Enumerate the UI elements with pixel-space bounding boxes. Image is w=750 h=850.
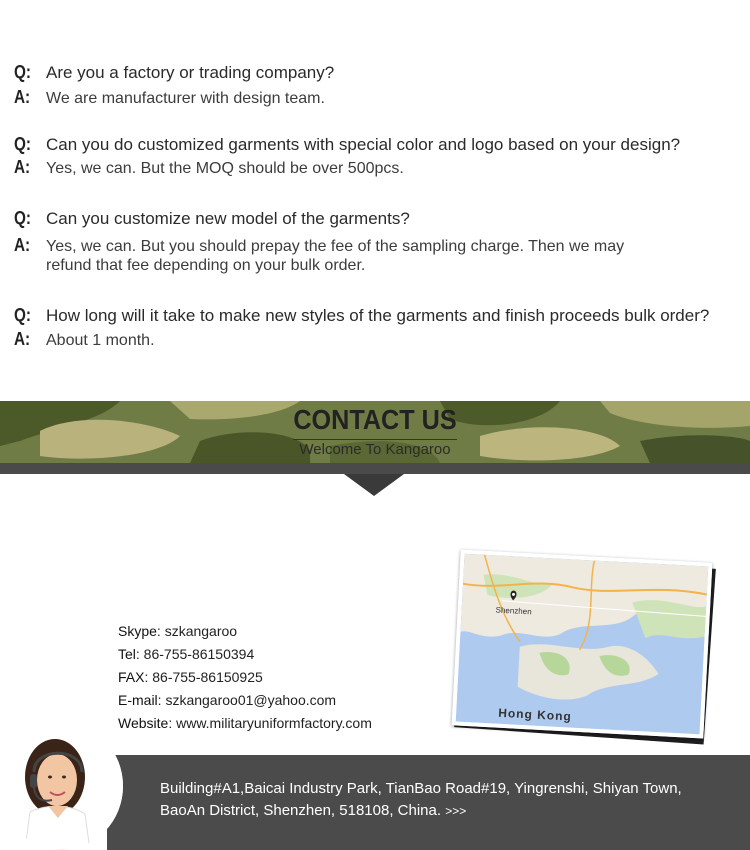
location-map[interactable] <box>446 548 712 736</box>
map-label-shenzhen: Shenzhen <box>495 605 532 617</box>
more-link[interactable]: >>> <box>445 804 467 818</box>
question-tag: Q: <box>14 208 31 228</box>
tel-row <box>118 645 372 668</box>
avatar <box>0 722 123 850</box>
faq-answer: Yes, we can. But the MOQ should be over 500pcs. <box>46 160 404 177</box>
answer-tag: A: <box>14 235 31 255</box>
website-row <box>118 714 372 737</box>
banner-bottom-bar <box>0 463 750 474</box>
question-tag: Q: <box>14 305 31 325</box>
detail-key: Tel <box>118 646 136 662</box>
detail-key: Skype <box>118 623 157 639</box>
contact-subtitle: Welcome To Kangaroo <box>299 441 451 458</box>
tel-value: : 86-755-86150394 <box>135 646 255 662</box>
answer-tag: A: <box>14 157 31 177</box>
contact-title: CONTACT US <box>293 404 457 435</box>
faq-question: How long will it take to make new styles of the garments and finish proceeds bulk order? <box>46 306 710 325</box>
faq-question: Can you customize new model of the garments? <box>46 209 410 228</box>
fax-value: : 86-755-86150925 <box>144 669 263 685</box>
down-arrow-icon <box>344 474 404 496</box>
address-text: Building#A1,Baicai Industry Park, TianBao Road#19, Yingrenshi, Shiyan Town, BaoAn District, Shenzhen, 518108, China. <box>160 780 682 819</box>
skype-value[interactable]: : szkangaroo <box>156 623 238 639</box>
divider <box>293 439 457 440</box>
answer-tag: A: <box>14 87 31 107</box>
detail-key: FAX <box>118 669 145 685</box>
email-row <box>118 691 372 714</box>
footer-address <box>160 778 720 822</box>
faq-answer: Yes, we can. But you should prepay the fee of the sampling charge. Then we may refund that fee depending on your bulk order. <box>46 238 625 274</box>
detail-key: Website <box>118 715 169 731</box>
faq-question: Are you a factory or trading company? <box>46 63 335 82</box>
skype-row <box>118 622 372 645</box>
support-agent-avatar <box>0 722 123 850</box>
question-tag: Q: <box>14 134 31 154</box>
fax-row <box>118 668 372 691</box>
faq-item <box>14 208 744 305</box>
faq-item <box>14 134 744 208</box>
website-link[interactable]: : www.militaryuniformfactory.com <box>168 715 372 731</box>
contact-details <box>118 622 372 737</box>
faq-question: Can you do customized garments with special color and logo based on your design? <box>46 135 681 154</box>
email-link[interactable]: : szkangaroo01@yahoo.com <box>157 692 337 708</box>
faq-answer: About 1 month. <box>46 332 155 349</box>
faq-item <box>14 62 744 134</box>
faq-section <box>14 62 744 350</box>
map-graphic <box>456 554 708 735</box>
detail-key: E-mail <box>118 692 158 708</box>
question-tag: Q: <box>14 62 31 82</box>
map-image[interactable] <box>452 550 713 739</box>
answer-tag: A: <box>14 329 31 349</box>
faq-answer: We are manufacturer with design team. <box>46 90 325 107</box>
faq-item <box>14 305 744 350</box>
map-label-hong-kong: Hong Kong <box>497 705 573 724</box>
